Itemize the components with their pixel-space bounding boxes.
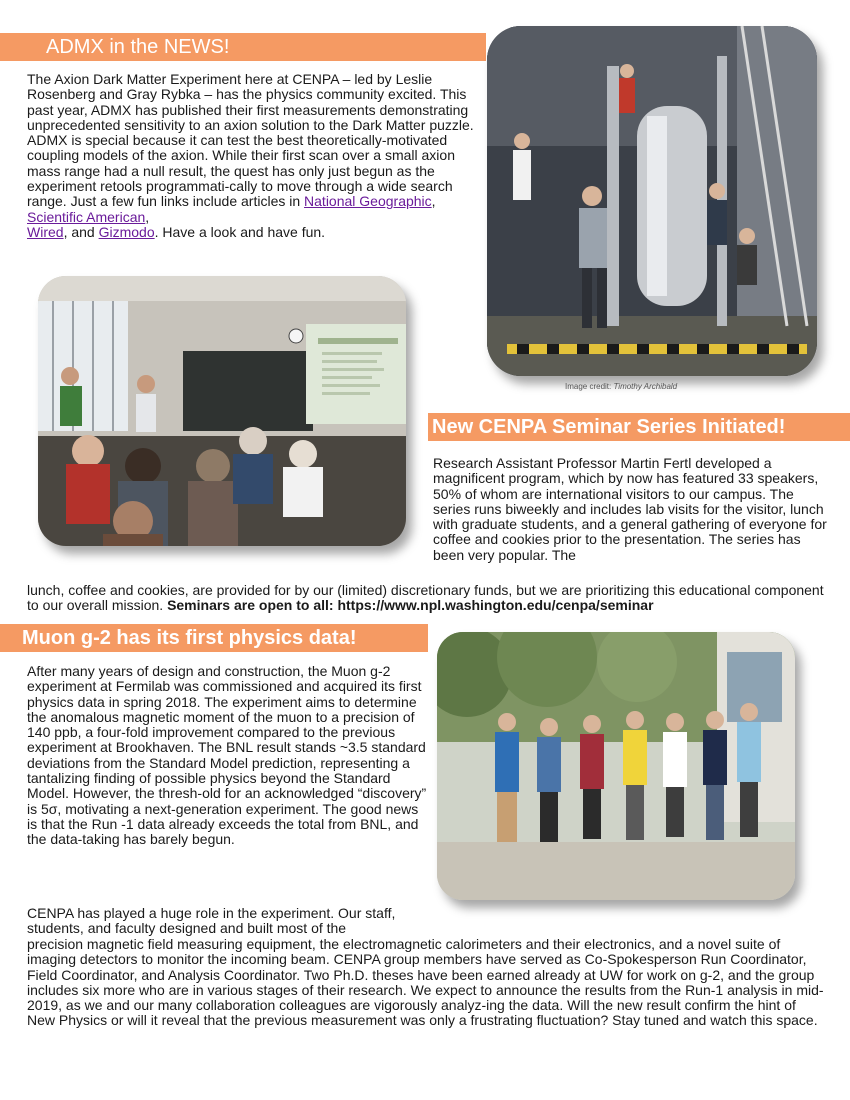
scientific-american-link[interactable]: Scientific American (27, 208, 146, 225)
seminar-body-2: lunch, coffee and cookies, are provided for by our (limited) discretionary funds, but we are prioritizing this educational component to our overall mission. (27, 582, 824, 614)
gizmodo-link[interactable]: Gizmodo (98, 223, 155, 240)
muon-paragraph-2: CENPA has played a huge role in the experiment. Our staff, students, and faculty designed and built most of the (27, 905, 396, 937)
admx-paragraph (27, 72, 479, 240)
muon-paragraph-3: precision magnetic field measuring equipment, the electromagnetic calorimeters and their electronics, and a novel suite of imaging detectors to monitor the incoming beam. CENPA group members have served as Co-Spokesperson Run Coordinator, Field Coordinator, and Analysis Coordinator. Two Ph.D. theses have been earned already at UW for work on g-2, and the group includes six more who are in various stages of their research. We expect to announce the results from the Run-1 analysis in mid-2019, as we and our many collaboration colleagues are vigorously analyz-ing the data. Will the new result confirm the hint of New Physics or will it reveal that the previous measurement was only a frustrating fluctuation? Stay tuned and watch this space. (27, 936, 824, 1029)
muon-article-continued (27, 906, 432, 937)
muon-heading: Muon g-2 has its first physics data! (0, 624, 428, 652)
seminar-classroom-photo (38, 276, 406, 546)
muon-paragraph-1: After many years of design and construction, the Muon g-2 experiment at Fermilab was commissioned and acquired its first physics data in spring 2018. The experiment aims to determine the anomalous magnetic moment of the muon to a precision of 140 ppb, a four-fold improvement compared to the previous experiment at Brookhaven. The BNL result stands ~3.5 standard deviations from the Standard Model prediction, representing a tantalizing finding of possible physics beyond the Standard Model. However, the thresh-old for an acknowledged “discovery” is 5σ, motivating a next-generation experiment. The good news is that the Run -1 data already exceeds the total from BNL, and the data-taking has barely begun. (27, 663, 427, 848)
admx-article (27, 72, 479, 240)
admx-separator-2: , (145, 208, 150, 225)
national-geographic-link[interactable]: National Geographic (304, 193, 432, 210)
admx-lab-photo-art (487, 26, 817, 376)
photo-credit-name: Timothy Archibald (613, 382, 678, 391)
seminar-paragraph-2 (27, 583, 827, 614)
muon-article (27, 664, 432, 848)
muon-group-photo-art (437, 632, 795, 900)
muon-group-photo (437, 632, 795, 900)
muon-article-wide (27, 937, 827, 1029)
seminar-open-to-all: Seminars are open to all: https://www.npl.washington.edu/cenpa/seminar (167, 597, 654, 614)
seminar-article-continued (27, 583, 827, 614)
admx-separator-1: , (431, 193, 436, 210)
seminar-article (433, 456, 833, 563)
photo-credit (565, 382, 677, 391)
seminar-classroom-photo-art (38, 276, 406, 546)
admx-separator-3: , and (63, 223, 99, 240)
wired-link[interactable]: Wired (27, 223, 64, 240)
admx-body-2: . Have a look and have fun. (154, 223, 326, 240)
admx-heading: ADMX in the NEWS! (0, 33, 486, 61)
admx-body-1: The Axion Dark Matter Experiment here at CENPA – led by Leslie Rosenberg and Gray Rybka – has the physics community excited. This past year, ADMX has published their first measurements demonstrating unprecedented sensitivity to an axion solution to the Dark Matter puzzle. ADMX is special because it can test the best theoretically-motivated coupling models of the axion. While their first scan over a small axion mass range had a null result, the quest has only just begun as the experiment retools programmati-cally to move through a wide search range. Just a few fun links include articles in (27, 71, 474, 210)
seminar-heading: New CENPA Seminar Series Initiated! (428, 413, 850, 441)
admx-lab-photo (487, 26, 817, 376)
seminar-paragraph-1: Research Assistant Professor Martin Fertl developed a magnificent program, which by now has featured 33 speakers, 50% of whom are international visitors to our campus. The series runs biweekly and includes lab visits for the visitor, lunch with graduate students, and a general gathering of everyone for coffee and cookies prior to the presentation. The series has been very popular. The (433, 455, 827, 563)
photo-credit-prefix: Image credit: (565, 382, 614, 391)
